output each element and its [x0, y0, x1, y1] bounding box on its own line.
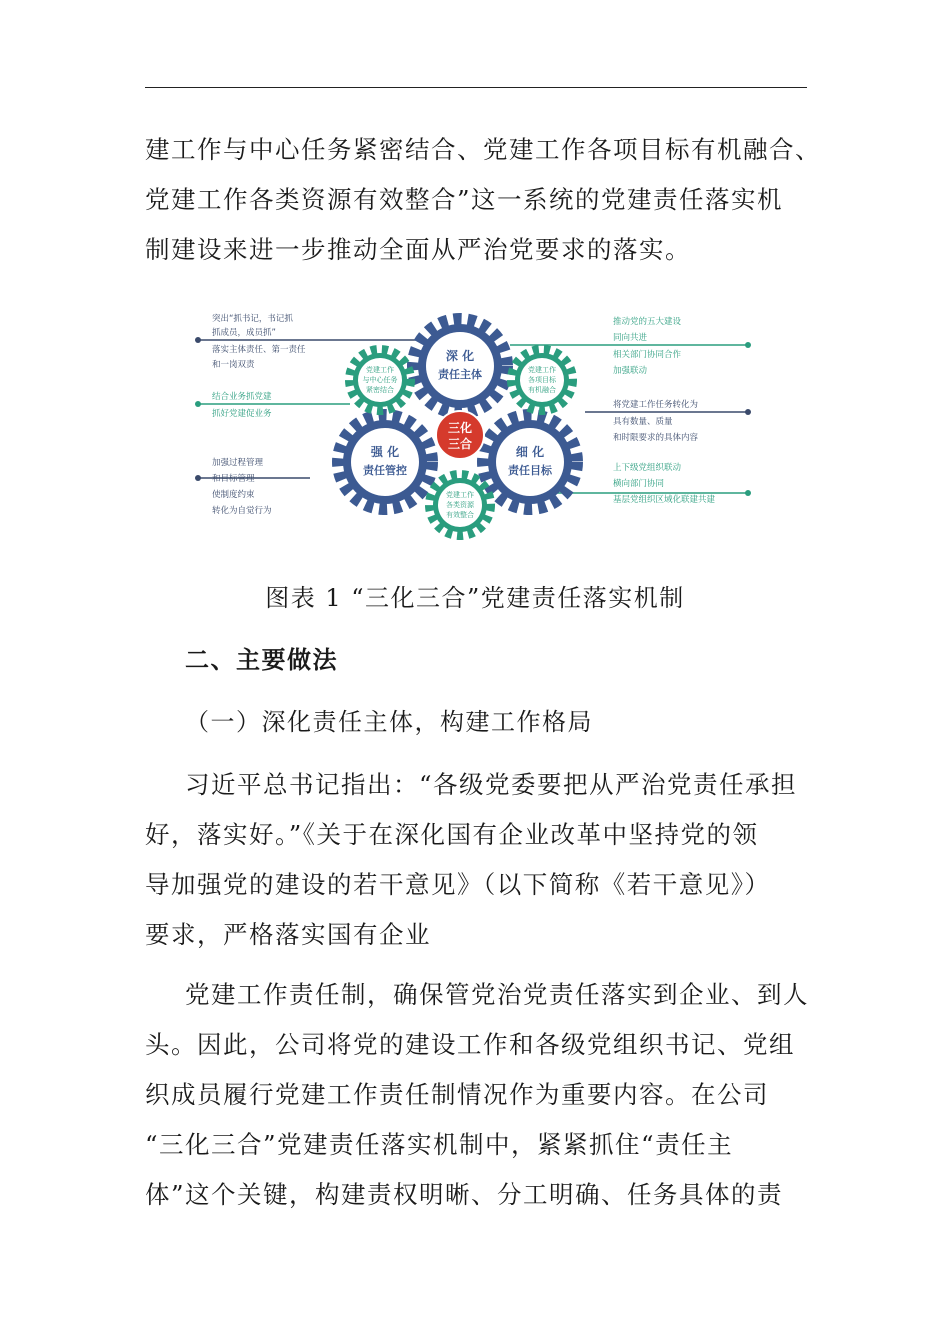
gear-top-title: 深 化: [445, 349, 475, 363]
gear-top: [414, 320, 506, 412]
gear-top-subtitle: 责任主体: [438, 368, 482, 381]
note-line: 和一岗双责: [212, 360, 255, 370]
note-line: 和时限要求的具体内容: [613, 433, 699, 443]
gear-right-title: 细 化: [515, 445, 545, 459]
gear-left: [339, 416, 431, 508]
note-line: 突出“抓书记，书记抓: [212, 314, 293, 324]
text-line: 建工作与中心任务紧密结合、党建工作各项目标有机融合、: [145, 135, 821, 164]
gear-left-title: 强 化: [370, 445, 400, 459]
small-gear-left-line: 党建工作: [366, 366, 394, 374]
note-line: 加强联动: [613, 366, 648, 376]
text-line: 体”这个关键，构建责权明晰、分工明确、任务具体的责: [145, 1180, 784, 1209]
body-paragraph-2: [145, 970, 807, 1220]
text-line: 好，落实好。”《关于在深化国有企业改革中坚持党的领: [145, 820, 759, 849]
small-gear-bottom: [430, 475, 490, 535]
note-left-2: [212, 391, 272, 419]
figure-caption: 图表 1 “三化三合”党建责任落实机制: [265, 584, 685, 612]
gear-right: [484, 416, 576, 508]
small-gear-right-line: 党建工作: [528, 366, 556, 374]
small-gear-bottom-line: 党建工作: [446, 491, 474, 499]
gear-left-subtitle: 责任管控: [363, 464, 407, 477]
text-line: 党建工作各类资源有效整合”这一系统的党建责任落实机: [145, 185, 784, 214]
small-gear-left-line: 紧密结合: [366, 386, 394, 394]
note-line: 抓好党建促业务: [212, 409, 272, 419]
text-line: 头。因此，公司将党的建设工作和各级党组织书记、党组: [145, 1030, 795, 1059]
note-line: 转化为自觉行为: [212, 506, 272, 516]
center-text: 三化: [447, 421, 473, 435]
note-line: 将党建工作任务转化为: [613, 400, 699, 410]
note-line: 相关部门协同合作: [613, 350, 682, 360]
text-line: 要求，严格落实国有企业: [145, 920, 431, 949]
center-badge: [436, 411, 484, 459]
small-gear-left: [350, 350, 410, 410]
small-gear-right-line: 各项目标: [528, 376, 556, 384]
small-gear-bottom-line: 有效整合: [446, 511, 474, 519]
text-line: 习近平总书记指出：“各级党委要把从严治党责任承担: [185, 770, 798, 799]
gear-right-subtitle: 责任目标: [508, 464, 552, 477]
small-gear-left-line: 与中心任务: [362, 376, 398, 384]
intro-paragraph: [145, 125, 821, 275]
note-line: 抓成员，成员抓”: [212, 328, 276, 338]
note-line: 同向共进: [613, 333, 648, 343]
note-line: 和目标管理: [212, 474, 255, 484]
mechanism-diagram: [190, 300, 760, 545]
text-line: 党建工作责任制，确保管党治党责任落实到企业、到人: [185, 980, 809, 1009]
small-gear-bottom-line: 各类资源: [446, 501, 474, 509]
subsection-heading: （一）深化责任主体，构建工作格局: [185, 708, 593, 736]
note-line: 结合业务抓党建: [212, 392, 272, 402]
note-line: 使制度约束: [212, 490, 255, 500]
note-right-3: [613, 462, 716, 505]
text-line: 导加强党的建设的若干意见》（以下简称《若干意见》）: [145, 870, 771, 899]
note-left-1: [212, 313, 306, 370]
note-line: 横向部门协同: [613, 479, 665, 489]
note-line: 落实主体责任、第一责任: [212, 345, 306, 355]
header-rule: [145, 87, 807, 88]
note-left-3: [212, 457, 272, 516]
note-right-2: [613, 399, 699, 443]
small-gear-right: [512, 350, 572, 410]
note-line: 具有数量、质量: [613, 417, 673, 427]
note-right-1: [613, 316, 682, 376]
note-line: 推动党的五大建设: [613, 317, 682, 327]
text-line: 织成员履行党建工作责任制情况作为重要内容。在公司: [145, 1080, 769, 1109]
body-paragraph-1: [145, 760, 807, 960]
section-heading: 二、主要做法: [185, 646, 338, 674]
center-text: 三合: [447, 437, 473, 451]
text-line: 制建设来进一步推动全面从严治党要求的落实。: [145, 235, 691, 264]
note-line: 加强过程管理: [212, 458, 264, 468]
small-gear-right-line: 有机融合: [528, 386, 556, 394]
note-line: 上下级党组织联动: [613, 463, 682, 473]
note-line: 基层党组织区域化联建共建: [613, 495, 716, 505]
text-line: “三化三合”党建责任落实机制中，紧紧抓住“责任主: [145, 1130, 734, 1159]
